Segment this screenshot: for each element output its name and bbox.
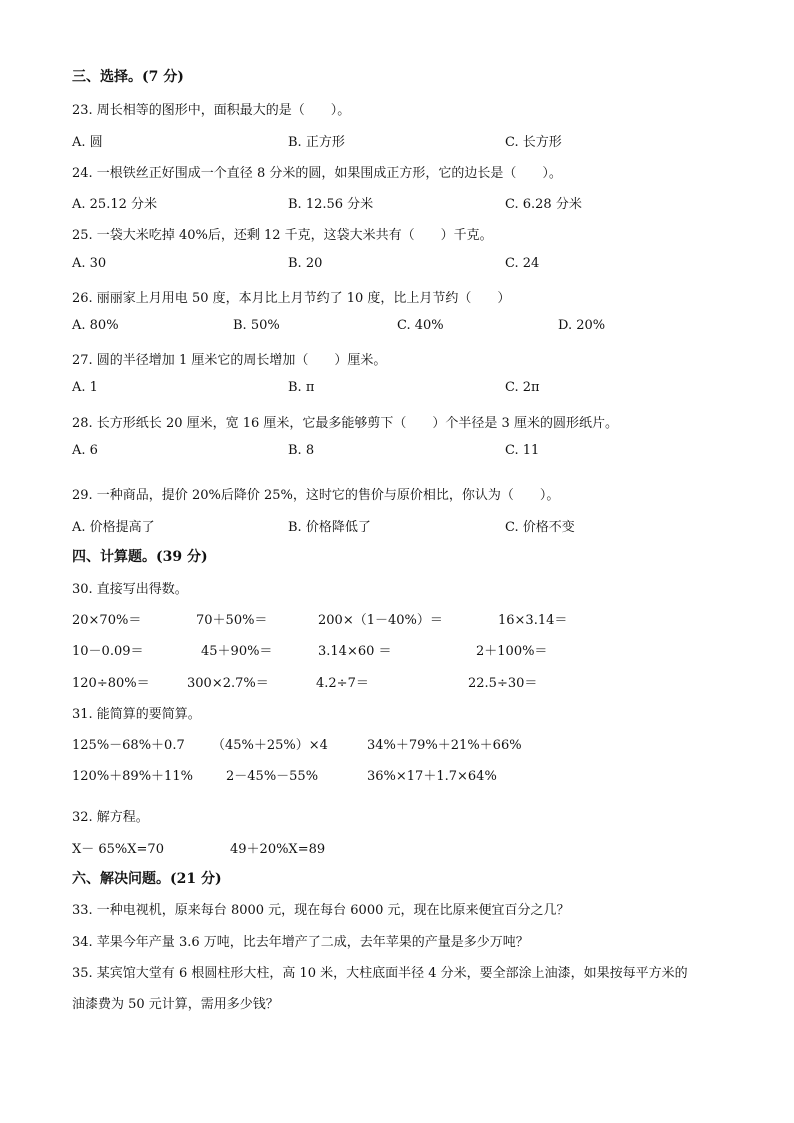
section3-heading: 三、选择。(7 分) — [72, 69, 184, 85]
q28-option-c: C. 11 — [505, 443, 540, 458]
q28-option-b: B. 8 — [288, 443, 315, 458]
q31-item: 34%＋79%＋21%＋66% — [367, 738, 522, 753]
q30-item: 4.2÷7＝ — [316, 676, 369, 691]
question-35-line2: 油漆费为 50 元计算，需用多少钱？ — [72, 997, 279, 1012]
q30-item: 20×70%＝ — [72, 613, 142, 628]
q31-item: 36%×17＋1.7×64% — [367, 769, 497, 784]
question-35-line1: 35. 某宾馆大堂有 6 根圆柱形大柱，高 10 米，大柱底面半径 4 分米，要全部涂上油漆，如果按每平方米的 — [72, 966, 688, 981]
q32-equation-2: 49＋20%X=89 — [230, 842, 326, 857]
q29-option-c: C. 价格不变 — [505, 520, 575, 535]
q23-option-b: B. 正方形 — [288, 135, 345, 150]
q23-option-c: C. 长方形 — [505, 135, 562, 150]
question-30-title: 30. 直接写出得数。 — [72, 582, 188, 597]
q30-item: 3.14×60 ＝ — [318, 644, 392, 659]
q31-item: 125%－68%＋0.7 — [72, 738, 185, 753]
q30-item: 22.5÷30＝ — [468, 676, 538, 691]
q24-option-a: A. 25.12 分米 — [72, 197, 158, 212]
q30-item: 45＋90%＝ — [201, 644, 273, 659]
q31-item: （45%＋25%）×4 — [212, 738, 328, 753]
question-29: 29. 一种商品，提价 20%后降价 25%，这时它的售价与原价相比，你认为（ ）。 — [72, 488, 560, 503]
q25-option-b: B. 20 — [288, 256, 323, 271]
q30-item: 300×2.7%＝ — [187, 676, 269, 691]
q25-option-a: A. 30 — [72, 256, 107, 271]
q29-option-a: A. 价格提高了 — [72, 520, 155, 535]
q24-option-b: B. 12.56 分米 — [288, 197, 374, 212]
q24-option-c: C. 6.28 分米 — [505, 197, 582, 212]
question-31-title: 31. 能简算的要简算。 — [72, 707, 201, 722]
question-33: 33. 一种电视机，原来每台 8000 元，现在每台 6000 元，现在比原来便宜百分之几？ — [72, 903, 570, 918]
q27-option-b: B. π — [288, 380, 315, 395]
q31-item: 2－45%－55% — [226, 769, 319, 784]
q30-item: 10－0.09＝ — [72, 644, 144, 659]
question-32-title: 32. 解方程。 — [72, 810, 149, 825]
q26-option-d: D. 20% — [558, 318, 606, 333]
section4-heading: 四、计算题。(39 分) — [72, 549, 208, 565]
q26-option-b: B. 50% — [233, 318, 280, 333]
q27-option-a: A. 1 — [72, 380, 98, 395]
q29-option-b: B. 价格降低了 — [288, 520, 371, 535]
question-23: 23. 周长相等的图形中，面积最大的是（ ）。 — [72, 103, 351, 118]
q30-item: 120÷80%＝ — [72, 676, 150, 691]
q30-item: 16×3.14＝ — [498, 613, 568, 628]
question-27: 27. 圆的半径增加 1 厘米它的周长增加（ ）厘米。 — [72, 353, 387, 368]
q23-option-a: A. 圆 — [72, 135, 103, 150]
q30-item: 2＋100%＝ — [476, 644, 548, 659]
q31-item: 120%＋89%＋11% — [72, 769, 193, 784]
q32-equation-1: X－ 65%X=70 — [72, 842, 164, 857]
question-25: 25. 一袋大米吃掉 40%后，还剩 12 千克，这袋大米共有（ ）千克。 — [72, 228, 493, 243]
question-26: 26. 丽丽家上月用电 50 度，本月比上月节约了 10 度，比上月节约（ ） — [72, 291, 511, 306]
q25-option-c: C. 24 — [505, 256, 540, 271]
q28-option-a: A. 6 — [72, 443, 98, 458]
question-34: 34. 苹果今年产量 3.6 万吨，比去年增产了二成，去年苹果的产量是多少万吨？ — [72, 935, 529, 950]
q30-item: 70＋50%＝ — [196, 613, 268, 628]
question-28: 28. 长方形纸长 20 厘米，宽 16 厘米，它最多能够剪下（ ）个半径是 3 厘米的圆形纸片。 — [72, 416, 618, 431]
q27-option-c: C. 2π — [505, 380, 540, 395]
q26-option-a: A. 80% — [72, 318, 119, 333]
q26-option-c: C. 40% — [397, 318, 444, 333]
q30-item: 200×（1－40%）＝ — [318, 613, 443, 628]
question-24: 24. 一根铁丝正好围成一个直径 8 分米的圆，如果围成正方形，它的边长是（ ）。 — [72, 166, 562, 181]
section6-heading: 六、解决问题。(21 分) — [72, 871, 222, 887]
